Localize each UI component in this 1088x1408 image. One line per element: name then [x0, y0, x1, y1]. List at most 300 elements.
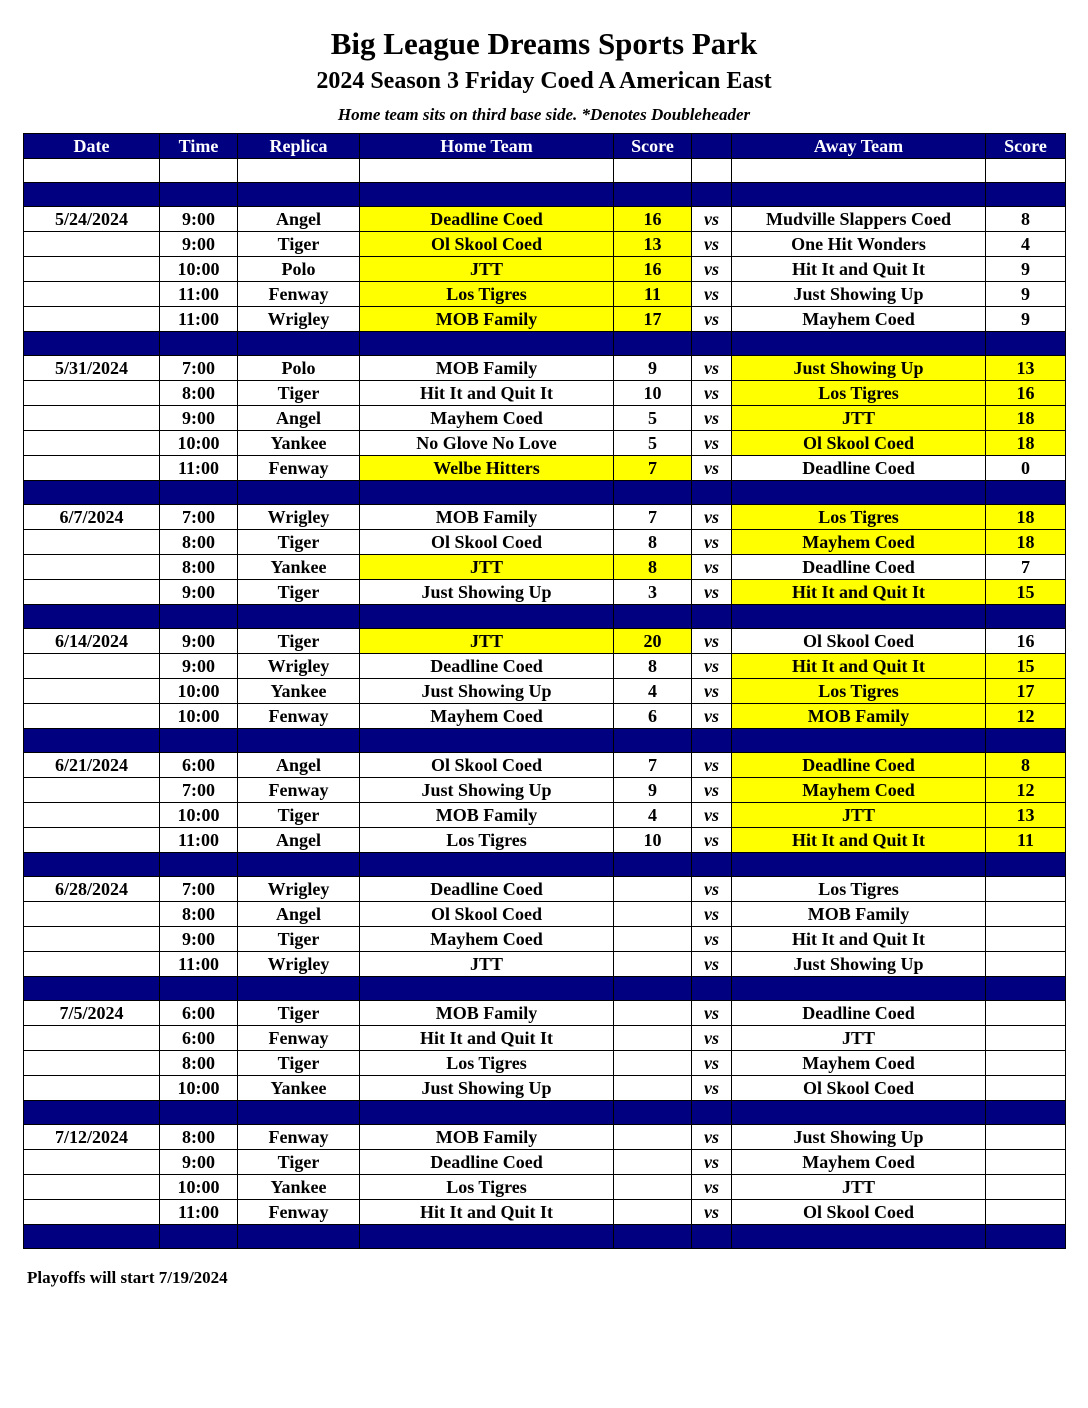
home-score-cell: 4	[614, 679, 692, 704]
time-cell: 9:00	[160, 207, 238, 232]
separator-cell-replica	[238, 729, 360, 753]
home-score-cell	[614, 1200, 692, 1225]
separator-cell-away-team	[732, 332, 986, 356]
away-team-cell: Ol Skool Coed	[732, 1076, 986, 1101]
replica-field-cell: Fenway	[238, 1200, 360, 1225]
time-cell: 8:00	[160, 1125, 238, 1150]
home-team-cell: Mayhem Coed	[360, 406, 614, 431]
game-row	[24, 580, 1066, 605]
away-team-cell: Just Showing Up	[732, 952, 986, 977]
date-cell	[24, 431, 160, 456]
vs-cell: vs	[692, 1175, 732, 1200]
date-cell: 6/28/2024	[24, 877, 160, 902]
away-score-cell: 9	[986, 282, 1066, 307]
game-row	[24, 1200, 1066, 1225]
game-row	[24, 356, 1066, 381]
time-cell: 9:00	[160, 1150, 238, 1175]
separator-cell-time	[160, 1101, 238, 1125]
col-header-away-score: Score	[986, 134, 1066, 159]
vs-cell: vs	[692, 431, 732, 456]
empty-cell-date	[24, 159, 160, 183]
time-cell: 11:00	[160, 456, 238, 481]
home-team-cell: Deadline Coed	[360, 1150, 614, 1175]
home-score-cell: 3	[614, 580, 692, 605]
date-cell	[24, 1175, 160, 1200]
home-score-cell: 8	[614, 555, 692, 580]
separator-cell-away-team	[732, 977, 986, 1001]
date-cell	[24, 902, 160, 927]
home-score-cell: 6	[614, 704, 692, 729]
away-score-cell: 9	[986, 257, 1066, 282]
separator-cell-time	[160, 853, 238, 877]
game-row	[24, 927, 1066, 952]
replica-field-cell: Yankee	[238, 431, 360, 456]
away-team-cell: Just Showing Up	[732, 1125, 986, 1150]
separator-cell-home-team	[360, 605, 614, 629]
time-cell: 9:00	[160, 406, 238, 431]
vs-cell: vs	[692, 257, 732, 282]
col-header-away-team: Away Team	[732, 134, 986, 159]
separator-cell-home-score	[614, 977, 692, 1001]
away-score-cell: 16	[986, 381, 1066, 406]
away-score-cell	[986, 902, 1066, 927]
date-cell	[24, 381, 160, 406]
away-score-cell	[986, 877, 1066, 902]
away-team-cell: JTT	[732, 1175, 986, 1200]
home-team-cell: Just Showing Up	[360, 1076, 614, 1101]
separator-cell-home-score	[614, 481, 692, 505]
game-row	[24, 654, 1066, 679]
replica-field-cell: Fenway	[238, 456, 360, 481]
time-cell: 11:00	[160, 282, 238, 307]
date-cell	[24, 282, 160, 307]
vs-cell: vs	[692, 1026, 732, 1051]
empty-cell-time	[160, 159, 238, 183]
week-separator-row	[24, 977, 1066, 1001]
separator-cell-home-team	[360, 183, 614, 207]
col-header-time: Time	[160, 134, 238, 159]
time-cell: 11:00	[160, 1200, 238, 1225]
away-team-cell: MOB Family	[732, 902, 986, 927]
separator-cell-vs	[692, 1101, 732, 1125]
col-header-replica: Replica	[238, 134, 360, 159]
date-cell	[24, 530, 160, 555]
vs-cell: vs	[692, 679, 732, 704]
schedule-body	[24, 159, 1066, 1249]
separator-cell-away-team	[732, 1101, 986, 1125]
separator-cell-away-team	[732, 729, 986, 753]
col-header-home-score: Score	[614, 134, 692, 159]
time-cell: 6:00	[160, 753, 238, 778]
vs-cell: vs	[692, 307, 732, 332]
away-score-cell: 13	[986, 803, 1066, 828]
replica-field-cell: Tiger	[238, 1001, 360, 1026]
away-team-cell: One Hit Wonders	[732, 232, 986, 257]
home-score-cell: 8	[614, 654, 692, 679]
home-team-cell: JTT	[360, 257, 614, 282]
vs-cell: vs	[692, 753, 732, 778]
separator-cell-vs	[692, 729, 732, 753]
separator-cell-time	[160, 605, 238, 629]
home-team-cell: Just Showing Up	[360, 580, 614, 605]
time-cell: 10:00	[160, 1175, 238, 1200]
home-team-cell: Hit It and Quit It	[360, 1200, 614, 1225]
away-team-cell: Mayhem Coed	[732, 1051, 986, 1076]
replica-field-cell: Tiger	[238, 803, 360, 828]
separator-cell-away-score	[986, 605, 1066, 629]
replica-field-cell: Wrigley	[238, 505, 360, 530]
vs-cell: vs	[692, 530, 732, 555]
date-cell	[24, 778, 160, 803]
separator-cell-away-score	[986, 1101, 1066, 1125]
separator-cell-date	[24, 605, 160, 629]
home-team-cell: JTT	[360, 952, 614, 977]
vs-cell: vs	[692, 381, 732, 406]
home-team-cell: Deadline Coed	[360, 654, 614, 679]
separator-cell-home-team	[360, 1225, 614, 1249]
away-team-cell: Los Tigres	[732, 505, 986, 530]
separator-cell-vs	[692, 183, 732, 207]
time-cell: 9:00	[160, 629, 238, 654]
home-team-cell: Ol Skool Coed	[360, 753, 614, 778]
date-cell: 6/21/2024	[24, 753, 160, 778]
game-row	[24, 257, 1066, 282]
date-cell: 7/5/2024	[24, 1001, 160, 1026]
home-score-cell	[614, 877, 692, 902]
separator-cell-date	[24, 729, 160, 753]
away-score-cell	[986, 1125, 1066, 1150]
separator-cell-home-score	[614, 605, 692, 629]
vs-cell: vs	[692, 1150, 732, 1175]
home-team-cell: Just Showing Up	[360, 778, 614, 803]
game-row	[24, 406, 1066, 431]
away-team-cell: Ol Skool Coed	[732, 629, 986, 654]
replica-field-cell: Tiger	[238, 1150, 360, 1175]
away-score-cell	[986, 1051, 1066, 1076]
separator-cell-date	[24, 853, 160, 877]
playoffs-footnote: Playoffs will start 7/19/2024	[27, 1268, 228, 1287]
home-score-cell: 10	[614, 828, 692, 853]
separator-cell-replica	[238, 853, 360, 877]
away-score-cell: 17	[986, 679, 1066, 704]
away-team-cell: Hit It and Quit It	[732, 654, 986, 679]
separator-cell-away-score	[986, 332, 1066, 356]
vs-cell: vs	[692, 232, 732, 257]
separator-cell-home-team	[360, 853, 614, 877]
away-score-cell: 7	[986, 555, 1066, 580]
vs-cell: vs	[692, 456, 732, 481]
game-row	[24, 902, 1066, 927]
separator-cell-home-team	[360, 977, 614, 1001]
separator-cell-away-score	[986, 729, 1066, 753]
vs-cell: vs	[692, 803, 732, 828]
game-row	[24, 952, 1066, 977]
home-team-cell: MOB Family	[360, 505, 614, 530]
separator-cell-away-score	[986, 481, 1066, 505]
away-score-cell	[986, 1175, 1066, 1200]
home-score-cell	[614, 1051, 692, 1076]
replica-field-cell: Polo	[238, 257, 360, 282]
home-team-cell: Los Tigres	[360, 1051, 614, 1076]
game-row	[24, 431, 1066, 456]
separator-cell-replica	[238, 977, 360, 1001]
time-cell: 8:00	[160, 555, 238, 580]
away-team-cell: Deadline Coed	[732, 753, 986, 778]
home-score-cell: 8	[614, 530, 692, 555]
col-header-date: Date	[24, 134, 160, 159]
date-cell	[24, 257, 160, 282]
away-team-cell: Mayhem Coed	[732, 307, 986, 332]
separator-cell-home-score	[614, 1101, 692, 1125]
separator-cell-home-team	[360, 1101, 614, 1125]
game-row	[24, 1001, 1066, 1026]
vs-cell: vs	[692, 778, 732, 803]
away-team-cell: Hit It and Quit It	[732, 927, 986, 952]
away-team-cell: Mayhem Coed	[732, 778, 986, 803]
separator-cell-date	[24, 332, 160, 356]
home-team-cell: MOB Family	[360, 307, 614, 332]
empty-cell-home-score	[614, 159, 692, 183]
away-team-cell: Los Tigres	[732, 679, 986, 704]
date-cell	[24, 456, 160, 481]
separator-cell-date	[24, 183, 160, 207]
separator-cell-date	[24, 481, 160, 505]
vs-cell: vs	[692, 704, 732, 729]
time-cell: 11:00	[160, 952, 238, 977]
separator-cell-date	[24, 1225, 160, 1249]
home-team-cell: MOB Family	[360, 356, 614, 381]
game-row	[24, 753, 1066, 778]
away-score-cell: 11	[986, 828, 1066, 853]
separator-cell-time	[160, 332, 238, 356]
home-score-cell: 9	[614, 778, 692, 803]
separator-cell-vs	[692, 481, 732, 505]
home-team-cell: Ol Skool Coed	[360, 232, 614, 257]
replica-field-cell: Angel	[238, 406, 360, 431]
away-score-cell	[986, 1150, 1066, 1175]
date-cell	[24, 406, 160, 431]
date-cell	[24, 1200, 160, 1225]
home-score-cell: 7	[614, 505, 692, 530]
time-cell: 10:00	[160, 431, 238, 456]
time-cell: 10:00	[160, 803, 238, 828]
date-cell	[24, 1026, 160, 1051]
home-score-cell	[614, 952, 692, 977]
schedule-table	[23, 133, 1066, 1249]
blank-row	[24, 159, 1066, 183]
date-cell	[24, 1076, 160, 1101]
replica-field-cell: Angel	[238, 902, 360, 927]
home-score-cell: 7	[614, 753, 692, 778]
away-score-cell: 9	[986, 307, 1066, 332]
away-score-cell	[986, 1200, 1066, 1225]
date-cell: 5/31/2024	[24, 356, 160, 381]
replica-field-cell: Tiger	[238, 629, 360, 654]
home-score-cell	[614, 902, 692, 927]
separator-cell-replica	[238, 1101, 360, 1125]
replica-field-cell: Angel	[238, 753, 360, 778]
home-team-cell: Just Showing Up	[360, 679, 614, 704]
home-team-cell: Mayhem Coed	[360, 704, 614, 729]
home-score-cell: 5	[614, 406, 692, 431]
date-cell: 7/12/2024	[24, 1125, 160, 1150]
vs-cell: vs	[692, 927, 732, 952]
home-team-cell: Deadline Coed	[360, 877, 614, 902]
date-cell	[24, 927, 160, 952]
vs-cell: vs	[692, 654, 732, 679]
separator-cell-vs	[692, 605, 732, 629]
page-title: Big League Dreams Sports Park	[330, 26, 758, 61]
date-cell	[24, 1150, 160, 1175]
game-row	[24, 803, 1066, 828]
home-team-cell: Ol Skool Coed	[360, 902, 614, 927]
date-cell	[24, 555, 160, 580]
date-cell	[24, 307, 160, 332]
replica-field-cell: Fenway	[238, 704, 360, 729]
separator-cell-replica	[238, 1225, 360, 1249]
time-cell: 6:00	[160, 1001, 238, 1026]
replica-field-cell: Tiger	[238, 381, 360, 406]
away-team-cell: Mayhem Coed	[732, 1150, 986, 1175]
vs-cell: vs	[692, 902, 732, 927]
away-score-cell	[986, 927, 1066, 952]
home-team-cell: JTT	[360, 629, 614, 654]
time-cell: 7:00	[160, 505, 238, 530]
home-score-cell	[614, 1175, 692, 1200]
home-score-cell	[614, 927, 692, 952]
replica-field-cell: Yankee	[238, 555, 360, 580]
game-row	[24, 828, 1066, 853]
away-team-cell: Hit It and Quit It	[732, 828, 986, 853]
home-team-cell: No Glove No Love	[360, 431, 614, 456]
game-row	[24, 1125, 1066, 1150]
home-score-cell	[614, 1001, 692, 1026]
separator-cell-home-score	[614, 729, 692, 753]
game-row	[24, 232, 1066, 257]
time-cell: 10:00	[160, 257, 238, 282]
separator-cell-away-score	[986, 1225, 1066, 1249]
home-team-cell: Hit It and Quit It	[360, 381, 614, 406]
separator-cell-away-score	[986, 183, 1066, 207]
time-cell: 9:00	[160, 580, 238, 605]
separator-cell-away-score	[986, 853, 1066, 877]
replica-field-cell: Tiger	[238, 927, 360, 952]
vs-cell: vs	[692, 580, 732, 605]
home-team-cell: Los Tigres	[360, 282, 614, 307]
vs-cell: vs	[692, 1001, 732, 1026]
away-team-cell: MOB Family	[732, 704, 986, 729]
away-team-cell: JTT	[732, 1026, 986, 1051]
away-team-cell: Hit It and Quit It	[732, 580, 986, 605]
vs-cell: vs	[692, 1051, 732, 1076]
home-team-cell: MOB Family	[360, 1001, 614, 1026]
time-cell: 10:00	[160, 679, 238, 704]
game-row	[24, 629, 1066, 654]
away-score-cell: 15	[986, 580, 1066, 605]
separator-cell-home-score	[614, 332, 692, 356]
away-team-cell: Ol Skool Coed	[732, 1200, 986, 1225]
away-team-cell: Hit It and Quit It	[732, 257, 986, 282]
game-row	[24, 530, 1066, 555]
page-subtitle: 2024 Season 3 Friday Coed A American East	[316, 68, 772, 94]
time-cell: 7:00	[160, 356, 238, 381]
replica-field-cell: Polo	[238, 356, 360, 381]
time-cell: 7:00	[160, 778, 238, 803]
game-row	[24, 1076, 1066, 1101]
home-team-cell: Welbe Hitters	[360, 456, 614, 481]
home-team-cell: Ol Skool Coed	[360, 530, 614, 555]
vs-cell: vs	[692, 629, 732, 654]
game-row	[24, 1026, 1066, 1051]
date-cell	[24, 232, 160, 257]
separator-cell-time	[160, 481, 238, 505]
home-score-cell: 4	[614, 803, 692, 828]
time-cell: 9:00	[160, 927, 238, 952]
replica-field-cell: Wrigley	[238, 307, 360, 332]
game-row	[24, 505, 1066, 530]
separator-cell-away-team	[732, 605, 986, 629]
time-cell: 8:00	[160, 902, 238, 927]
vs-cell: vs	[692, 877, 732, 902]
time-cell: 10:00	[160, 1076, 238, 1101]
date-cell: 6/14/2024	[24, 629, 160, 654]
away-team-cell: Ol Skool Coed	[732, 431, 986, 456]
vs-cell: vs	[692, 356, 732, 381]
away-score-cell: 18	[986, 530, 1066, 555]
empty-cell-vs	[692, 159, 732, 183]
home-score-cell	[614, 1150, 692, 1175]
away-team-cell: Mayhem Coed	[732, 530, 986, 555]
time-cell: 9:00	[160, 654, 238, 679]
game-row	[24, 456, 1066, 481]
home-score-cell: 7	[614, 456, 692, 481]
empty-cell-away-team	[732, 159, 986, 183]
separator-cell-time	[160, 183, 238, 207]
away-score-cell	[986, 1076, 1066, 1101]
replica-field-cell: Wrigley	[238, 877, 360, 902]
separator-cell-away-team	[732, 853, 986, 877]
separator-cell-vs	[692, 332, 732, 356]
replica-field-cell: Tiger	[238, 580, 360, 605]
separator-cell-time	[160, 1225, 238, 1249]
separator-cell-vs	[692, 977, 732, 1001]
vs-cell: vs	[692, 555, 732, 580]
week-separator-row	[24, 729, 1066, 753]
separator-cell-replica	[238, 183, 360, 207]
separator-cell-away-score	[986, 977, 1066, 1001]
week-separator-row	[24, 481, 1066, 505]
time-cell: 9:00	[160, 232, 238, 257]
home-score-cell: 10	[614, 381, 692, 406]
time-cell: 11:00	[160, 307, 238, 332]
home-team-cell: Los Tigres	[360, 1175, 614, 1200]
vs-cell: vs	[692, 1125, 732, 1150]
home-score-cell	[614, 1026, 692, 1051]
header-row	[24, 134, 1066, 159]
replica-field-cell: Fenway	[238, 1026, 360, 1051]
vs-cell: vs	[692, 952, 732, 977]
replica-field-cell: Yankee	[238, 679, 360, 704]
home-score-cell	[614, 1076, 692, 1101]
away-score-cell: 0	[986, 456, 1066, 481]
away-score-cell: 13	[986, 356, 1066, 381]
week-separator-row	[24, 605, 1066, 629]
vs-cell: vs	[692, 505, 732, 530]
away-team-cell: Deadline Coed	[732, 555, 986, 580]
replica-field-cell: Fenway	[238, 1125, 360, 1150]
replica-field-cell: Yankee	[238, 1076, 360, 1101]
home-score-cell: 13	[614, 232, 692, 257]
